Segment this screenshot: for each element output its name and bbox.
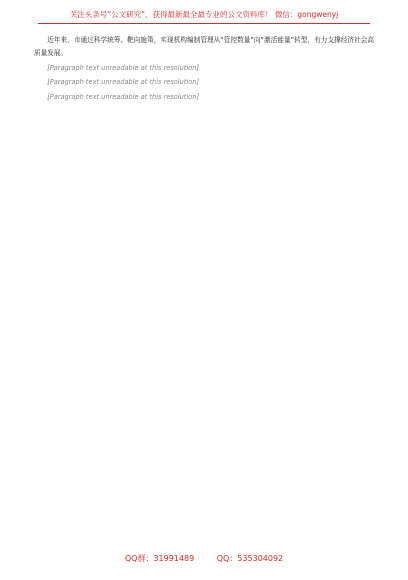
article-paragraph: [Paragraph text unreadable at this resolution] [47,63,200,72]
article-paragraph: 近年来，市通过科学统筹、靶向施策，实现机构编制管理从“管控数量”向“激活能量”转型，有力支撑经济社会高质量发展。 [34,36,374,57]
footer-qq-group: QQ群：31991489 [124,554,195,563]
footer-contact [0,554,408,564]
footer-qq: QQ：535304092 [216,554,284,563]
article-body [34,34,374,104]
header-banner: 关注头条号“公文研究”，获得最新最全最专业的公文资料库！ 微信：gongwenyj [38,6,370,24]
article-paragraph: [Paragraph text unreadable at this resolution] [47,78,200,87]
article-paragraph: [Paragraph text unreadable at this resolution] [47,93,200,102]
